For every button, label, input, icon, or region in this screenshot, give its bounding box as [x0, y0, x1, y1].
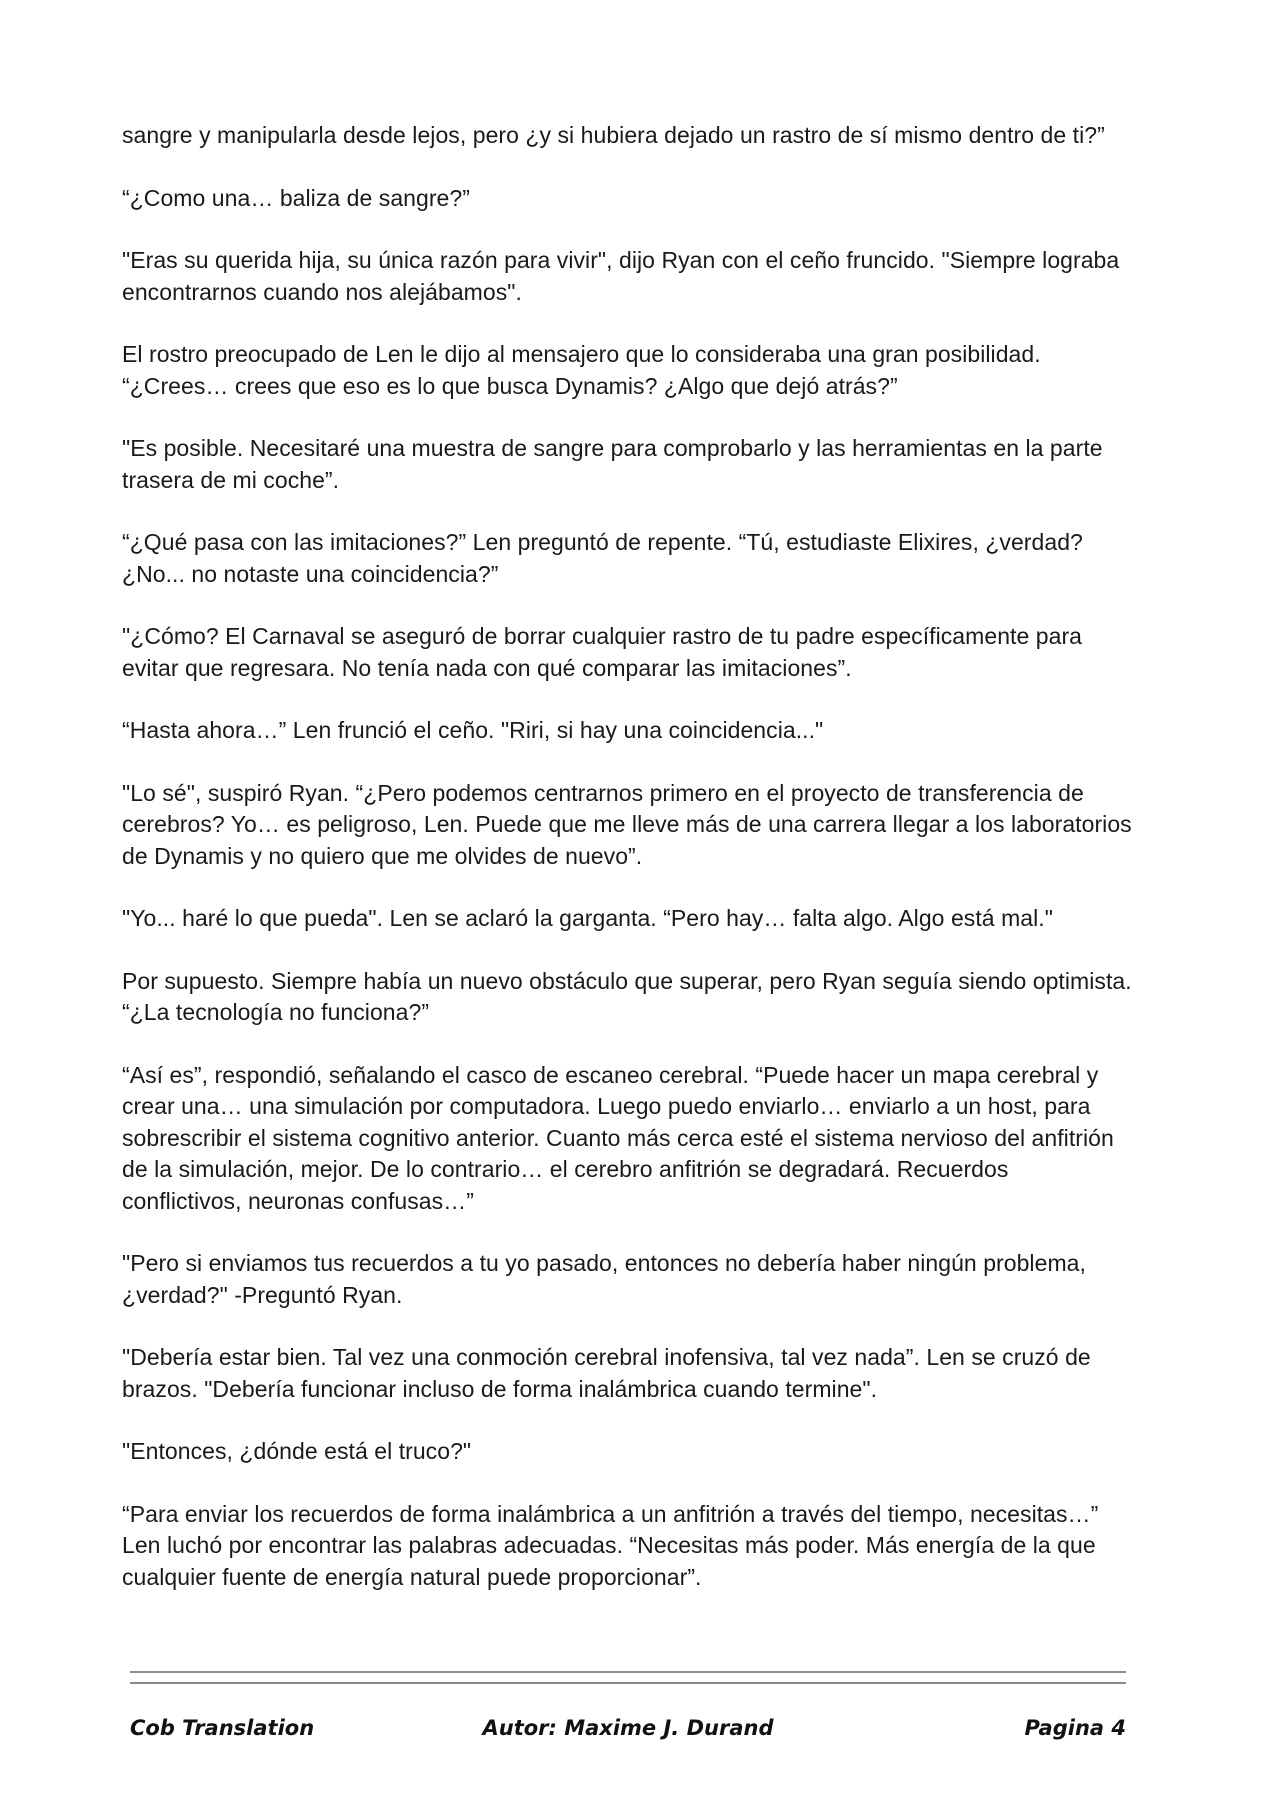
paragraph: "Debería estar bien. Tal vez una conmoción cerebral inofensiva, tal vez nada”. Len se cruzó de brazos. "Debería funcionar incluso de forma inalámbrica cuando termine". — [122, 1344, 1091, 1402]
paragraph: "Entonces, ¿dónde está el truco?" — [122, 1438, 472, 1464]
footer-translator: Cob Translation — [130, 1716, 315, 1740]
footer-author: Autor: Maxime J. Durand — [482, 1716, 774, 1740]
paragraph: "Yo... haré lo que pueda". Len se aclaró la garganta. “Pero hay… falta algo. Algo está mal." — [122, 905, 1053, 931]
paragraph: “¿Qué pasa con las imitaciones?” Len preguntó de repente. “Tú, estudiaste Elixires, ¿verdad? ¿No... no notaste una coincidencia?” — [122, 529, 1083, 587]
paragraph: “Así es”, respondió, señalando el casco de escaneo cerebral. “Puede hacer un mapa cerebral y crear una… una simulación por computadora. Luego puedo enviarlo… enviarlo a un host, para sobrescribir el sistema cognitivo anterior. Cuanto más cerca esté el sistema nervioso del anfitrión de la simulación, mejor. De lo contrario… el cerebro anfitrión se degradará. Recuerdos conflictivos, neuronas confusas…” — [122, 1061, 1114, 1214]
paragraph: El rostro preocupado de Len le dijo al mensajero que lo consideraba una gran posibilidad. “¿Crees… crees que eso es lo que busca Dynamis? ¿Algo que dejó atrás?” — [122, 341, 1041, 399]
paragraph: "Eras su querida hija, su única razón para vivir", dijo Ryan con el ceño fruncido. "Siempre lograba encontrarnos cuando nos alejábamos". — [122, 247, 1120, 305]
paragraph: "Lo sé", suspiró Ryan. “¿Pero podemos centrarnos primero en el proyecto de transferencia de cerebros? Yo… es peligroso, Len. Puede que me lleve más de una carrera llegar a los laboratorios de Dynamis y no quiero que me olvides de nuevo”. — [122, 779, 1132, 869]
paragraph: "¿Cómo? El Carnaval se aseguró de borrar cualquier rastro de tu padre específicamente para evitar que regresara. No tenía nada con qué comparar las imitaciones”. — [122, 623, 1082, 681]
paragraph: “Hasta ahora…” Len frunció el ceño. "Riri, si hay una coincidencia..." — [122, 717, 824, 743]
paragraph: sangre y manipularla desde lejos, pero ¿y si hubiera dejado un rastro de sí mismo dentro de ti?” — [122, 122, 1105, 148]
page-footer — [130, 1716, 1126, 1750]
paragraph: "Pero si enviamos tus recuerdos a tu yo pasado, entonces no debería haber ningún problema, ¿verdad?" -Preguntó Ryan. — [122, 1250, 1086, 1308]
footer-divider-top — [130, 1671, 1126, 1673]
footer-page-number: Pagina 4 — [1024, 1716, 1126, 1740]
paragraph: “¿Como una… baliza de sangre?” — [122, 184, 470, 211]
paragraph: Por supuesto. Siempre había un nuevo obstáculo que superar, pero Ryan seguía siendo optimista. “¿La tecnología no funciona?” — [122, 967, 1132, 1025]
body-text — [122, 120, 1132, 1624]
paragraph: “Para enviar los recuerdos de forma inalámbrica a un anfitrión a través del tiempo, necesitas…” Len luchó por encontrar las palabras adecuadas. “Necesitas más poder. Más energía de la que cualquier fuente de energía natural puede proporcionar”. — [122, 1500, 1099, 1590]
footer-divider-bottom — [130, 1682, 1126, 1684]
paragraph: "Es posible. Necesitaré una muestra de sangre para comprobarlo y las herramientas en la parte trasera de mi coche”. — [122, 435, 1103, 493]
